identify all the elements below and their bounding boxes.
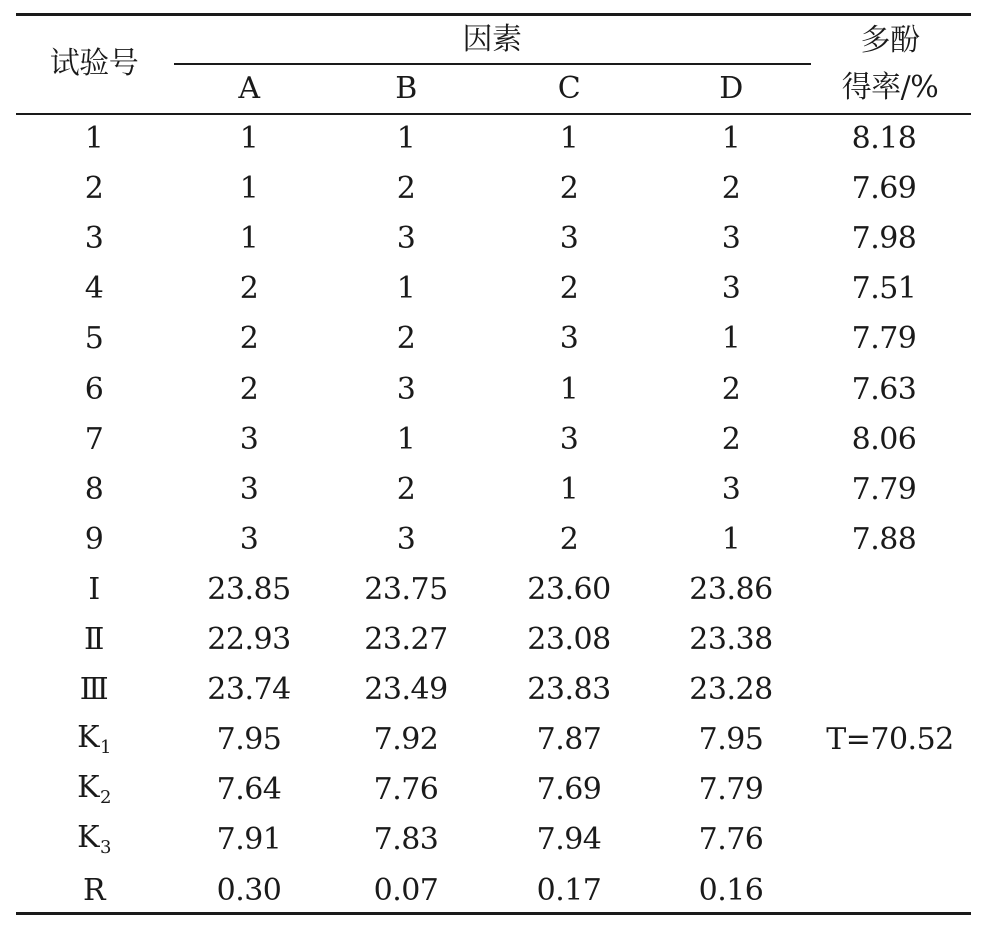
table-cell-d: 2 xyxy=(721,171,741,207)
summary-label-text: Ⅲ xyxy=(79,672,109,708)
summary-cell-a: 0.30 xyxy=(216,872,282,908)
summary-cell-d: 7.95 xyxy=(698,722,764,758)
summary-cell-a: 22.93 xyxy=(207,622,291,657)
summary-cell-c: 23.60 xyxy=(527,571,611,607)
summary-cell-d: 7.79 xyxy=(698,772,764,808)
summary-cell-b: 23.27 xyxy=(364,622,448,657)
summary-cell-b: 7.76 xyxy=(373,772,439,808)
summary-cell-d: 23.38 xyxy=(689,622,773,657)
table-cell-label: 9 xyxy=(84,521,104,557)
summary-cell-c: 23.83 xyxy=(527,672,611,708)
table-cell-yield: 7.51 xyxy=(851,271,917,307)
table-cell-b: 1 xyxy=(396,121,416,156)
summary-label xyxy=(88,571,100,607)
summary-label-subscript: 1 xyxy=(99,737,111,759)
summary-cell-b: 23.75 xyxy=(364,571,448,607)
summary-label xyxy=(77,720,111,759)
table-cell-d: 3 xyxy=(721,271,741,307)
table-cell-a: 3 xyxy=(239,421,259,457)
table-cell-a: 2 xyxy=(239,371,259,407)
header-col-d: D xyxy=(719,71,743,106)
table-cell-d: 1 xyxy=(721,521,741,557)
table-cell-c: 2 xyxy=(559,271,579,307)
table-cell-d: 3 xyxy=(721,221,741,257)
table-cell-yield: 7.88 xyxy=(851,521,917,557)
table-cell-c: 1 xyxy=(559,471,579,507)
table-cell-b: 1 xyxy=(396,421,416,457)
summary-cell-c: 23.08 xyxy=(527,622,611,657)
table-cell-b: 3 xyxy=(396,521,416,557)
summary-cell-d: 7.76 xyxy=(698,822,764,858)
table-cell-a: 3 xyxy=(239,471,259,507)
table-cell-a: 1 xyxy=(239,221,259,257)
summary-cell-yield: T=70.52 xyxy=(826,722,954,758)
table-cell-c: 3 xyxy=(559,421,579,457)
summary-label xyxy=(82,872,106,908)
summary-label-text: K xyxy=(77,720,99,756)
table-cell-d: 3 xyxy=(721,471,741,507)
header-col-b: B xyxy=(395,71,417,106)
table-top-rule xyxy=(16,13,971,16)
table-cell-yield: 7.79 xyxy=(851,471,917,507)
table-cell-b: 1 xyxy=(396,271,416,307)
table-cell-label: 6 xyxy=(84,371,104,407)
table-cell-d: 1 xyxy=(721,121,741,156)
summary-cell-a: 7.95 xyxy=(216,722,282,758)
summary-cell-c: 7.87 xyxy=(536,722,602,758)
table-cell-a: 2 xyxy=(239,271,259,307)
table-cell-label: 4 xyxy=(84,271,104,307)
table-cell-label: 3 xyxy=(84,221,104,257)
summary-cell-d: 23.86 xyxy=(689,571,773,607)
summary-label-text: Ⅱ xyxy=(84,622,104,657)
table-cell-label: 8 xyxy=(84,471,104,507)
table-cell-d: 1 xyxy=(721,321,741,357)
summary-cell-a: 7.91 xyxy=(216,822,282,858)
summary-cell-d: 0.16 xyxy=(698,872,764,908)
table-cell-yield: 7.79 xyxy=(851,321,917,357)
table-cell-label: 5 xyxy=(84,321,104,357)
header-factors: 因素 xyxy=(462,22,522,57)
summary-cell-b: 7.83 xyxy=(373,822,439,858)
table-cell-label: 1 xyxy=(84,121,104,156)
table-bottom-rule xyxy=(16,912,971,915)
summary-label-subscript: 2 xyxy=(99,787,111,809)
header-col-a: A xyxy=(238,71,260,106)
summary-label-text: K xyxy=(77,770,99,806)
header-trial-no: 试验号 xyxy=(49,46,139,81)
table-cell-c: 2 xyxy=(559,171,579,207)
summary-label-subscript: 3 xyxy=(99,837,111,859)
summary-cell-c: 0.17 xyxy=(536,872,602,908)
summary-label xyxy=(79,672,109,708)
summary-label xyxy=(77,770,111,809)
table-cell-d: 2 xyxy=(721,421,741,457)
factor-header-rule xyxy=(174,63,811,65)
table-cell-yield: 8.06 xyxy=(851,421,917,457)
table-cell-yield: 7.69 xyxy=(851,171,917,207)
table-cell-a: 1 xyxy=(239,121,259,156)
table-cell-a: 1 xyxy=(239,171,259,207)
summary-cell-b: 23.49 xyxy=(364,672,448,708)
table-cell-b: 3 xyxy=(396,371,416,407)
table-cell-c: 3 xyxy=(559,321,579,357)
summary-cell-a: 7.64 xyxy=(216,772,282,808)
header-col-c: C xyxy=(557,71,581,106)
summary-cell-b: 7.92 xyxy=(373,722,439,758)
table-cell-b: 2 xyxy=(396,321,416,357)
summary-label-text: K xyxy=(77,820,99,856)
table-cell-yield: 7.63 xyxy=(851,371,917,407)
table-cell-b: 2 xyxy=(396,471,416,507)
table-cell-c: 1 xyxy=(559,371,579,407)
summary-label xyxy=(77,820,111,859)
header-yield-line1: 多酚 xyxy=(860,23,920,58)
table-cell-a: 2 xyxy=(239,321,259,357)
summary-cell-c: 7.69 xyxy=(536,772,602,808)
summary-label-text: R xyxy=(82,872,106,908)
summary-label xyxy=(84,622,104,657)
table-cell-c: 2 xyxy=(559,521,579,557)
summary-cell-c: 7.94 xyxy=(536,822,602,858)
table-cell-c: 3 xyxy=(559,221,579,257)
table-cell-label: 7 xyxy=(84,421,104,457)
table-cell-b: 2 xyxy=(396,171,416,207)
table-cell-a: 3 xyxy=(239,521,259,557)
table-cell-label: 2 xyxy=(84,171,104,207)
summary-cell-b: 0.07 xyxy=(373,872,439,908)
table-cell-c: 1 xyxy=(559,121,579,156)
header-yield-line2: 得率/% xyxy=(841,70,939,105)
table-cell-d: 2 xyxy=(721,371,741,407)
summary-cell-d: 23.28 xyxy=(689,672,773,708)
table-cell-yield: 8.18 xyxy=(851,121,917,156)
table-cell-yield: 7.98 xyxy=(851,221,917,257)
header-bottom-rule xyxy=(16,113,971,115)
summary-label-text: Ⅰ xyxy=(88,571,100,607)
summary-cell-a: 23.85 xyxy=(207,571,291,607)
summary-cell-a: 23.74 xyxy=(207,672,291,708)
table-cell-b: 3 xyxy=(396,221,416,257)
